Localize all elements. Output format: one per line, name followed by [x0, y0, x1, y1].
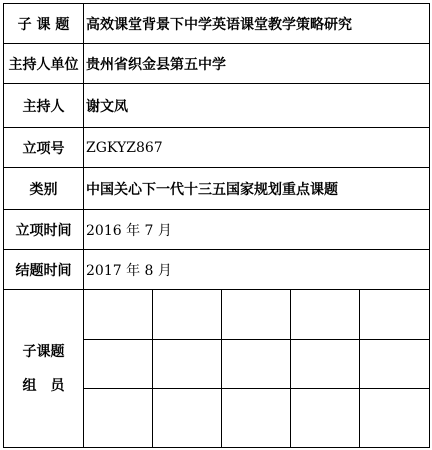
project-number-label: 立项号: [4, 128, 84, 168]
category-value: 中国关心下一代十三五国家规划重点课题: [84, 168, 430, 210]
start-date-value: 2016 年 7 月: [84, 210, 430, 250]
member-cell: [153, 340, 222, 389]
subtopic-value: 高效课堂背景下中学英语课堂教学策略研究: [84, 4, 430, 44]
row-end-date: [4, 250, 430, 290]
row-start-date: [4, 210, 430, 250]
row-host: [4, 84, 430, 128]
project-number-value: ZGKYZ867: [84, 128, 430, 168]
row-subtopic: [4, 4, 430, 44]
host-unit-label: 主持人单位: [4, 44, 84, 84]
host-value: 谢文凤: [84, 84, 430, 128]
member-cell: [291, 340, 360, 389]
member-cell: [84, 340, 153, 389]
member-cell: [222, 340, 291, 389]
members-label: [4, 290, 84, 448]
row-category: [4, 168, 430, 210]
row-host-unit: [4, 44, 430, 84]
member-cell: [84, 290, 153, 340]
end-date-value: 2017 年 8 月: [84, 250, 430, 290]
end-date-label: 结题时间: [4, 250, 84, 290]
row-project-number: [4, 128, 430, 168]
member-cell: [153, 389, 222, 448]
member-cell: [222, 290, 291, 340]
member-cell: [222, 389, 291, 448]
members-label-line1: 子课题: [22, 343, 65, 360]
member-cell: [360, 389, 430, 448]
member-cell: [84, 389, 153, 448]
member-cell: [153, 290, 222, 340]
host-label: 主持人: [4, 84, 84, 128]
category-label: 类别: [4, 168, 84, 210]
project-info-table: [3, 3, 430, 448]
start-date-label: 立项时间: [4, 210, 84, 250]
member-cell: [360, 340, 430, 389]
host-unit-value: 贵州省织金县第五中学: [84, 44, 430, 84]
members-label-line2: 组 员: [22, 377, 65, 394]
member-cell: [291, 290, 360, 340]
member-cell: [360, 290, 430, 340]
member-cell: [291, 389, 360, 448]
subtopic-label: 子 课 题: [4, 4, 84, 44]
members-row-1: [4, 290, 430, 340]
